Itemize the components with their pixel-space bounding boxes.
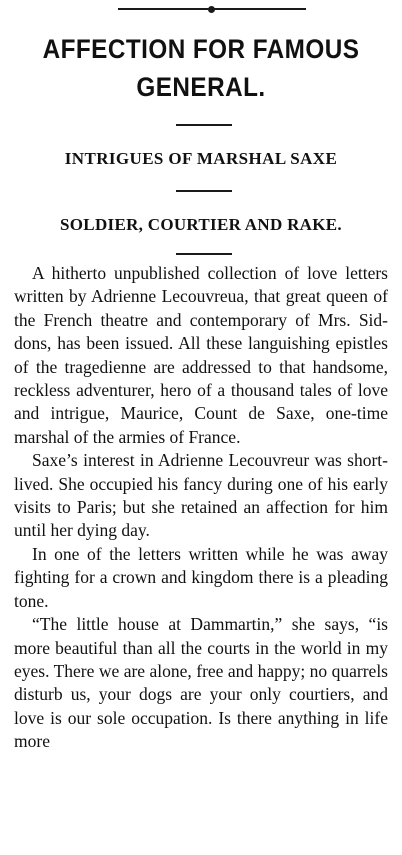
paragraph-3: In one of the letters written while he was away fighting for a crown and kingdom there is a pleading tone. (14, 543, 388, 611)
article-body (14, 262, 388, 754)
top-rule-right (214, 8, 306, 10)
deck-divider (176, 253, 232, 255)
top-rule-left (118, 8, 210, 10)
paragraph-4: “The little house at Dammartin,” she says, “is more beautiful than all the courts in the world in my eyes. There we are alone, free and happy; no quarrels disturb us, your dogs are your only courtiers, and love is our sole occupation. Is there anything in life more (14, 614, 388, 752)
deck-line: SOLDIER, COURTIER AND RAKE. (60, 215, 342, 234)
headline-divider (176, 124, 232, 126)
headline-line-2: GENERAL. (136, 72, 266, 102)
subheading: INTRIGUES OF MARSHAL SAXE (64, 149, 338, 168)
paragraph-2: Saxe’s interest in Adrienne Lecouvreur was short-lived. She occupied his fancy during one of his early visits to Paris; but she retained an affection for him until her dying day. (14, 450, 388, 541)
paragraph-1: A hitherto unpublished collection of love letters written by Adrienne Lecouvreua, that great queen of the French theatre and contemporary of Mrs. Siddons, has been issued. All these languishing epistles of the tragedienne are addressed to that handsome, reckless adventurer, hero of a thousand tales of love and intrigue, Maurice, Count de Saxe, one-time marshal of the armies of France. (14, 263, 388, 447)
subheading-divider (176, 190, 232, 192)
headline-line-1: AFFECTION FOR FAMOUS (42, 34, 360, 64)
